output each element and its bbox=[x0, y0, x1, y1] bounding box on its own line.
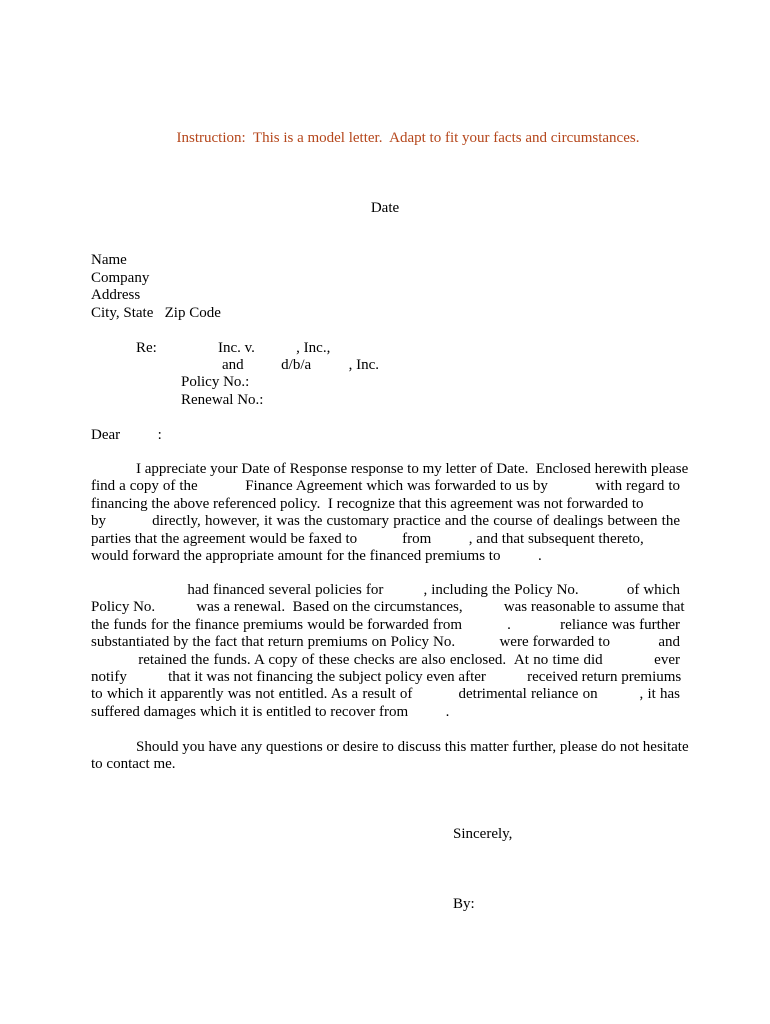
body-paragraph-1 bbox=[91, 461, 689, 565]
paragraph-line: parties that the agreement would be faxed to from , and that subsequent thereto, bbox=[91, 530, 644, 547]
paragraph-line: suffered damages which it is entitled to recover from . bbox=[91, 703, 450, 720]
recipient-company: Company bbox=[91, 270, 150, 286]
closing: Sincerely, bbox=[453, 826, 513, 842]
re-case-line-2: and d/b/a , Inc. bbox=[222, 357, 380, 373]
paragraph-line: Policy No. was a renewal. Based on the circumstances, was reasonable to assume that bbox=[91, 599, 685, 616]
signature-label: By: bbox=[453, 896, 475, 912]
salutation: Dear : bbox=[91, 427, 162, 443]
paragraph-line: had financed several policies for , including the Policy No. of which bbox=[91, 582, 680, 598]
recipient-name: Name bbox=[91, 252, 127, 268]
paragraph-line: Should you have any questions or desire to discuss this matter further, please do not hesitate bbox=[91, 739, 689, 755]
paragraph-line: by directly, however, it was the customary practice and the course of dealings between the bbox=[91, 513, 680, 530]
letter-date: Date bbox=[370, 200, 400, 216]
paragraph-line: would forward the appropriate amount for the financed premiums to . bbox=[91, 548, 542, 565]
instruction-note: Instruction: This is a model letter. Adapt to fit your facts and circumstances. bbox=[176, 130, 640, 146]
paragraph-line: to which it apparently was not entitled. As a result of detrimental reliance on , it has bbox=[91, 686, 680, 703]
paragraph-line: retained the funds. A copy of these checks are also enclosed. At no time did ever bbox=[91, 651, 680, 668]
re-policy-number: Policy No.: bbox=[181, 374, 250, 390]
body-paragraph-3 bbox=[91, 739, 689, 774]
paragraph-line: substantiated by the fact that return premiums on Policy No. were forwarded to and bbox=[91, 634, 680, 651]
paragraph-line: notify that it was not financing the subject policy even after received return premiums bbox=[91, 669, 682, 686]
body-paragraph-2 bbox=[91, 582, 685, 721]
paragraph-line: find a copy of the Finance Agreement which was forwarded to us by with regard to bbox=[91, 478, 680, 495]
recipient-city-state-zip: City, State Zip Code bbox=[91, 305, 221, 321]
re-case-line-1: Inc. v. , Inc., bbox=[218, 340, 331, 356]
paragraph-line: I appreciate your Date of Response response to my letter of Date. Enclosed herewith please bbox=[91, 461, 689, 477]
paragraph-line: financing the above referenced policy. I recognize that this agreement was not forwarded to bbox=[91, 495, 644, 512]
paragraph-line: to contact me. bbox=[91, 756, 176, 773]
recipient-address: Address bbox=[91, 287, 141, 303]
re-renewal-number: Renewal No.: bbox=[181, 392, 264, 408]
paragraph-line: the funds for the finance premiums would be forwarded from . reliance was further bbox=[91, 616, 680, 633]
re-label: Re: bbox=[136, 340, 157, 356]
